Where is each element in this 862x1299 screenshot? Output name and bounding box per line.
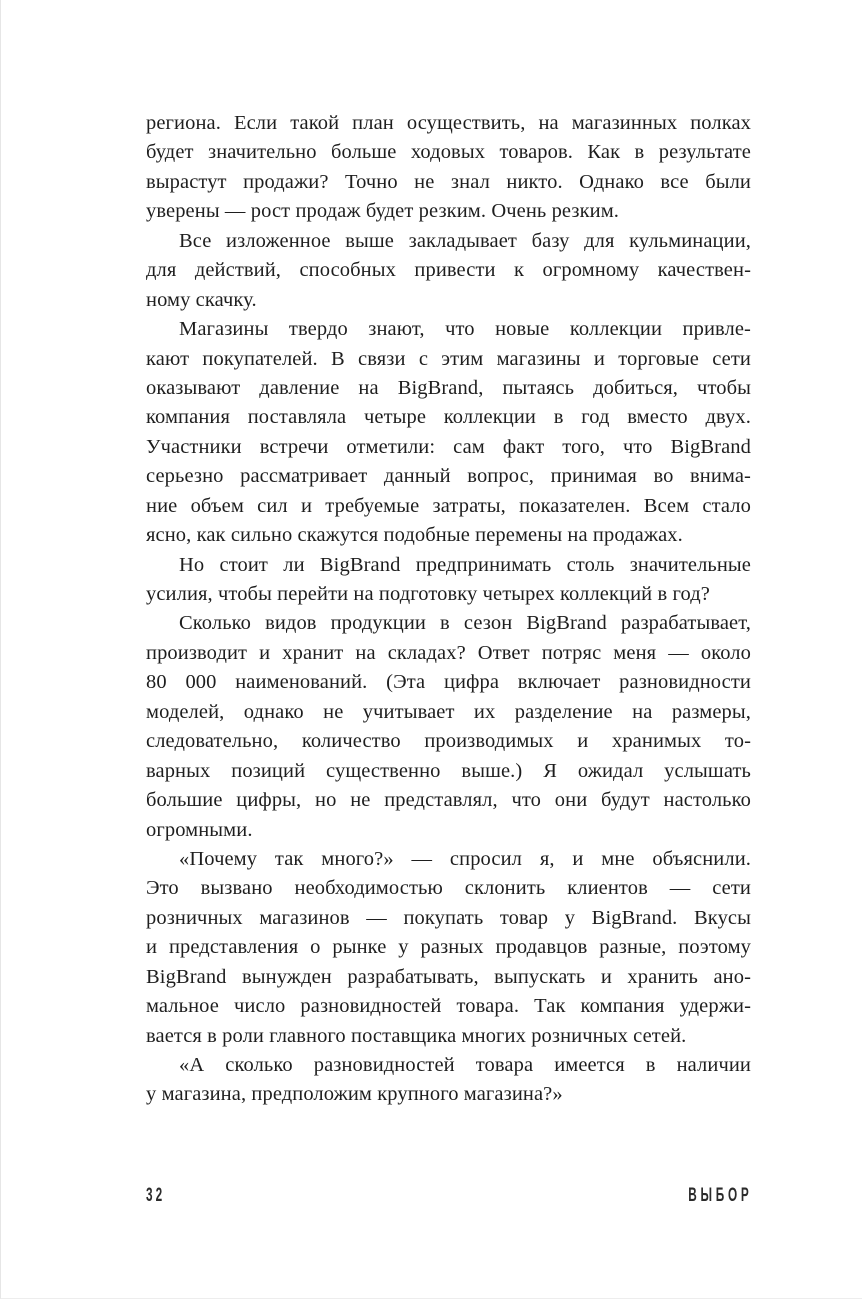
text-line: мальное число разновидностей товара. Так компания удержи- bbox=[146, 995, 751, 1018]
text-line: BigBrand вынужден разрабатывать, выпускать и хранить ано- bbox=[146, 965, 751, 988]
text-line: для действий, способных привести к огромному качествен- bbox=[146, 259, 751, 282]
text-line: огромными. bbox=[146, 818, 253, 841]
paragraph bbox=[146, 845, 751, 1051]
page-footer bbox=[146, 1185, 752, 1207]
text-line: региона. Если такой план осуществить, на магазинных полках bbox=[146, 112, 751, 134]
text-line: уверены — рост продаж будет резким. Очень резким. bbox=[146, 200, 619, 223]
text-line: у магазина, предположим крупного магазина?» bbox=[146, 1083, 563, 1106]
text-line: вырастут продажи? Точно не знал никто. Однако все были bbox=[146, 170, 751, 193]
text-line: Сколько видов продукции в сезон BigBrand разрабатывает, bbox=[179, 612, 751, 635]
paragraph bbox=[146, 227, 751, 315]
text-line: «Почему так много?» — спросил я, и мне объяснили. bbox=[179, 847, 751, 870]
text-line: будет значительно больше ходовых товаров. Как в результате bbox=[146, 141, 751, 164]
paragraph bbox=[146, 609, 751, 845]
text-line: варных позиций существенно выше.) Я ожидал услышать bbox=[146, 759, 751, 782]
text-line: следовательно, количество производимых и хранимых то- bbox=[146, 730, 751, 753]
paragraph bbox=[146, 109, 751, 227]
page-number: 32 bbox=[146, 1185, 166, 1206]
paragraph bbox=[146, 1051, 751, 1110]
paragraph bbox=[146, 315, 751, 551]
text-line: розничных магазинов — покупать товар у BigBrand. Вкусы bbox=[146, 906, 751, 929]
text-line: вается в роли главного поставщика многих розничных сетей. bbox=[146, 1024, 687, 1047]
text-line: Но стоит ли BigBrand предпринимать столь значительные bbox=[179, 553, 751, 576]
text-line: ному скачку. bbox=[146, 288, 257, 311]
text-line: и представления о рынке у разных продавцов разные, поэтому bbox=[146, 936, 751, 959]
text-line: кают покупателей. В связи с этим магазины и торговые сети bbox=[146, 347, 751, 370]
text-line: Магазины твердо знают, что новые коллекции привле- bbox=[179, 318, 751, 341]
text-line: Все изложенное выше закладывает базу для кульминации, bbox=[179, 229, 751, 252]
text-line: компания поставляла четыре коллекции в год вместо двух. bbox=[146, 406, 751, 429]
text-line: производит и хранит на складах? Ответ потряс меня — около bbox=[146, 641, 751, 664]
text-line: большие цифры, но не представлял, что они будут настолько bbox=[146, 789, 751, 812]
text-line: моделей, однако не учитывает их разделение на размеры, bbox=[146, 700, 751, 723]
text-line: усилия, чтобы перейти на подготовку четырех коллекций в год? bbox=[146, 583, 710, 605]
running-title: ВЫБОР bbox=[687, 1185, 752, 1206]
text-line: оказывают давление на BigBrand, пытаясь добиться, чтобы bbox=[146, 376, 751, 399]
text-line: Участники встречи отметили: сам факт того, что BigBrand bbox=[146, 435, 751, 458]
text-line: ние объем сил и требуемые затраты, показателен. Всем стало bbox=[146, 494, 751, 517]
paragraph bbox=[146, 551, 751, 610]
text-line: ясно, как сильно скажутся подобные перемены на продажах. bbox=[146, 524, 683, 547]
text-line: серьезно рассматривает данный вопрос, принимая во внима- bbox=[146, 465, 751, 488]
text-line: «А сколько разновидностей товара имеется в наличии bbox=[179, 1054, 751, 1076]
text-line: 80 000 наименований. (Эта цифра включает разновидности bbox=[146, 671, 751, 694]
body-text bbox=[146, 109, 751, 1110]
text-line: Это вызвано необходимостью склонить клиентов — сети bbox=[146, 877, 751, 900]
